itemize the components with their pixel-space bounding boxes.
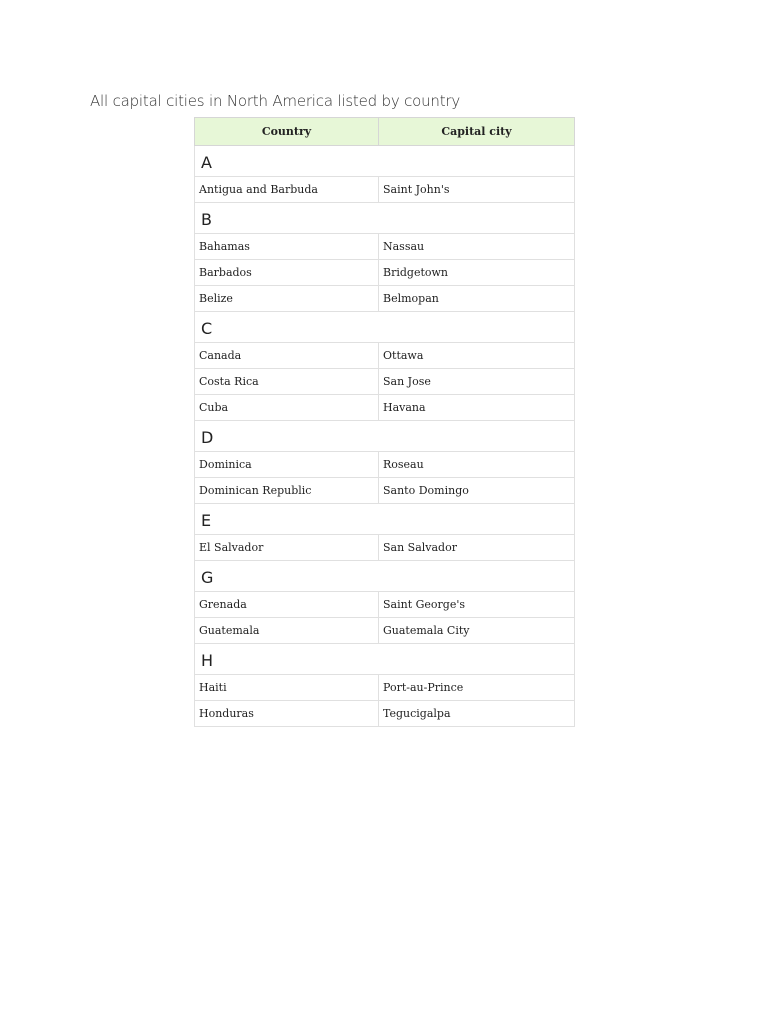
letter-group-row [195,146,575,177]
table-row [195,343,575,369]
capital-cell: Bridgetown [379,260,575,286]
table-row [195,675,575,701]
table-header-row [195,118,575,146]
table-row [195,260,575,286]
letter-heading: A [195,146,575,177]
table-row [195,478,575,504]
capitals-table [194,117,575,727]
column-header-capital: Capital city [379,118,575,146]
table-row [195,286,575,312]
capital-cell: Belmopan [379,286,575,312]
capital-cell: Santo Domingo [379,478,575,504]
letter-heading: B [195,203,575,234]
capital-cell: Nassau [379,234,575,260]
country-cell: Canada [195,343,379,369]
country-cell: Guatemala [195,618,379,644]
table-row [195,395,575,421]
letter-heading: D [195,421,575,452]
letter-group-row [195,561,575,592]
table-body [195,146,575,727]
capital-cell: Havana [379,395,575,421]
capital-cell: Port-au-Prince [379,675,575,701]
capital-cell: Ottawa [379,343,575,369]
capital-cell: Saint John's [379,177,575,203]
country-cell: Bahamas [195,234,379,260]
table-row [195,177,575,203]
country-cell: El Salvador [195,535,379,561]
country-cell: Dominica [195,452,379,478]
table-row [195,369,575,395]
country-cell: Cuba [195,395,379,421]
letter-heading: H [195,644,575,675]
letter-heading: C [195,312,575,343]
page-title: All capital cities in North America listed by country [90,92,461,110]
table-row [195,234,575,260]
country-cell: Haiti [195,675,379,701]
table-row [195,618,575,644]
letter-heading: G [195,561,575,592]
letter-group-row [195,421,575,452]
letter-group-row [195,312,575,343]
letter-group-row [195,203,575,234]
country-cell: Dominican Republic [195,478,379,504]
country-cell: Costa Rica [195,369,379,395]
table-row [195,452,575,478]
table-row [195,701,575,727]
country-cell: Antigua and Barbuda [195,177,379,203]
capital-cell: Saint George's [379,592,575,618]
capital-cell: San Jose [379,369,575,395]
capital-cell: San Salvador [379,535,575,561]
letter-group-row [195,504,575,535]
country-cell: Belize [195,286,379,312]
table-row [195,592,575,618]
country-cell: Barbados [195,260,379,286]
country-cell: Grenada [195,592,379,618]
country-cell: Honduras [195,701,379,727]
table-row [195,535,575,561]
letter-group-row [195,644,575,675]
capital-cell: Guatemala City [379,618,575,644]
capital-cell: Roseau [379,452,575,478]
letter-heading: E [195,504,575,535]
capital-cell: Tegucigalpa [379,701,575,727]
column-header-country: Country [195,118,379,146]
